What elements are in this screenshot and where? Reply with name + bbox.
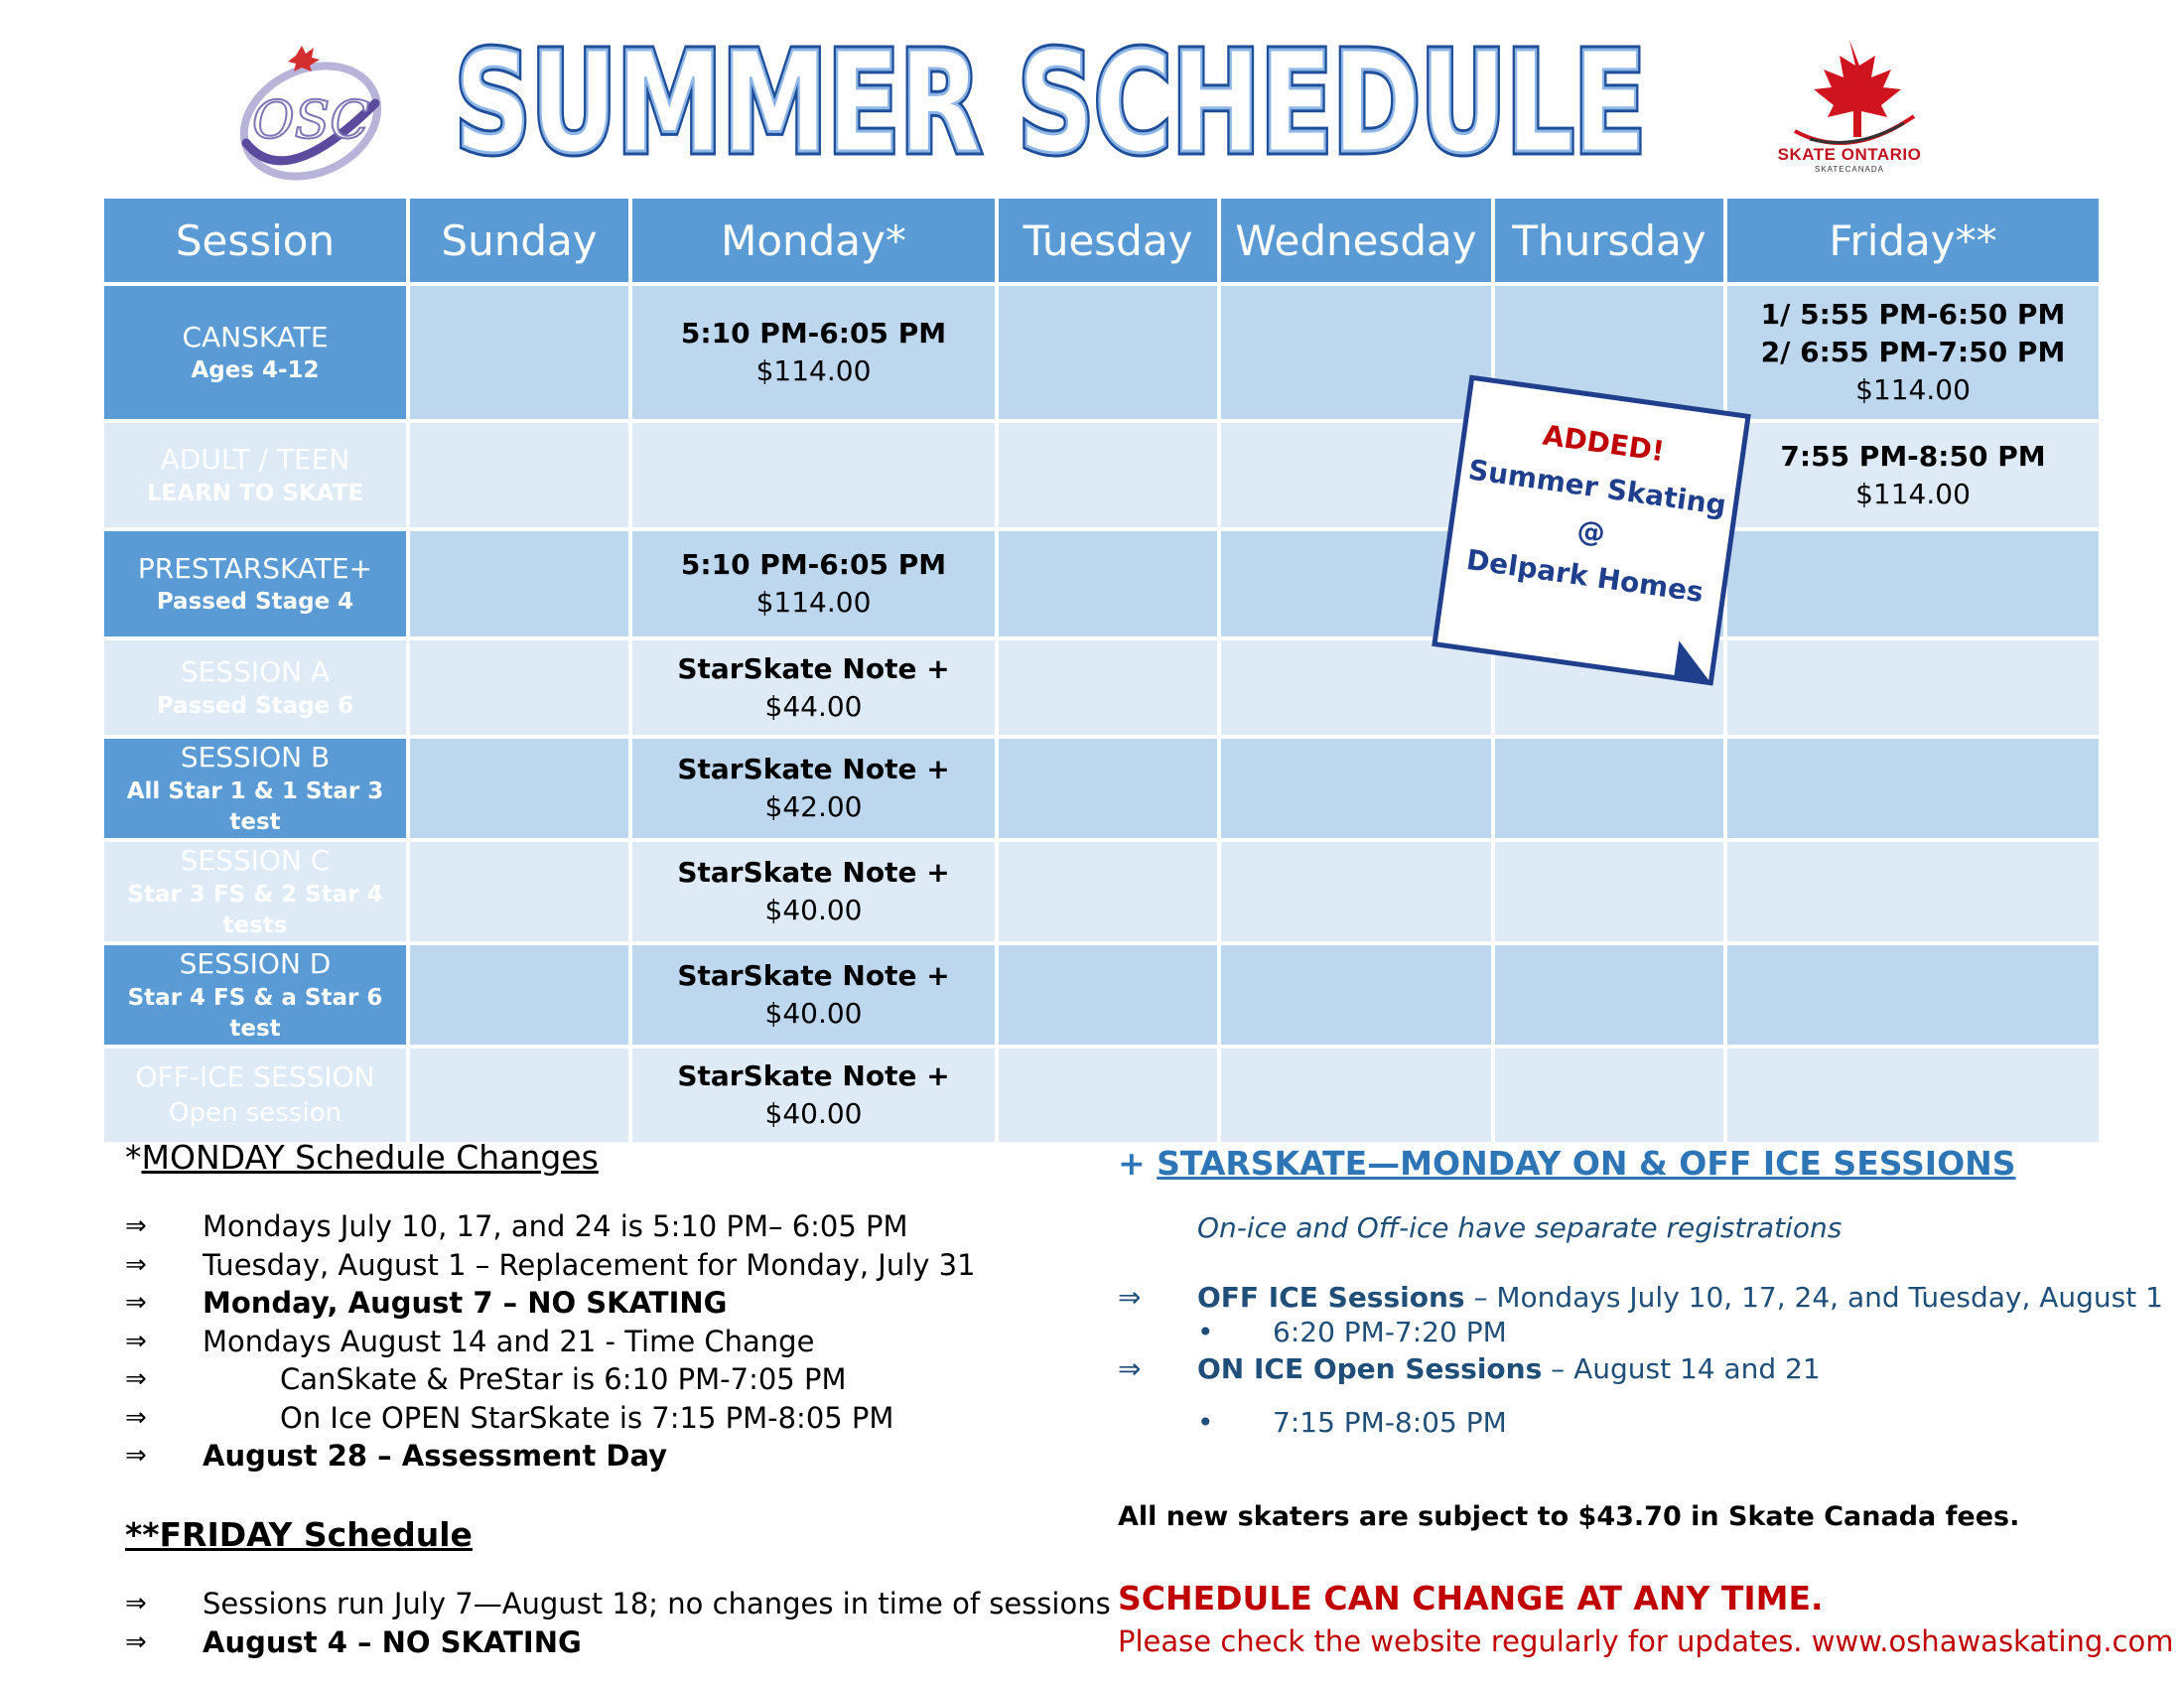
cell <box>1727 739 2099 838</box>
arrow-icon: ⇒ <box>125 1402 147 1433</box>
cell <box>1221 640 1491 735</box>
monday-changes-heading: *MONDAY Schedule Changes <box>125 1138 599 1177</box>
col-header-wednesday: Wednesday <box>1221 199 1491 282</box>
bullet-icon: • <box>1197 1406 1214 1439</box>
cell <box>1495 739 1723 838</box>
list-item: ⇒ Mondays August 14 and 21 - Time Change <box>125 1323 1019 1361</box>
arrow-icon: ⇒ <box>125 1326 147 1356</box>
cell <box>999 286 1217 419</box>
arrow-icon: ⇒ <box>125 1288 147 1318</box>
svg-text:SUMMER SCHEDULE: SUMMER SCHEDULE <box>455 30 1646 179</box>
cell-monday: StarSkate Note + $44.00 <box>632 640 995 735</box>
table-row <box>104 640 2099 735</box>
osc-logo <box>226 34 395 189</box>
session-cell: CANSKATE Ages 4-12 <box>104 286 406 419</box>
on-ice-row: ⇒ ON ICE Open Sessions – August 14 and 21 <box>1118 1352 1821 1385</box>
cell <box>1221 1049 1491 1142</box>
col-header-tuesday: Tuesday <box>999 199 1217 282</box>
cell <box>1221 842 1491 941</box>
col-header-thursday: Thursday <box>1495 199 1723 282</box>
osc-logo-text: OSC <box>251 91 370 151</box>
col-header-monday: Monday* <box>632 199 995 282</box>
note-line2: @ <box>1574 513 1607 550</box>
cell-monday: 5:10 PM-6:05 PM $114.00 <box>632 286 995 419</box>
cell <box>999 423 1217 527</box>
cell-friday: 1/ 5:55 PM-6:50 PM 2/ 6:55 PM-7:50 PM $114.00 <box>1727 286 2099 419</box>
website-note: Please check the website regularly for updates. www.oshawaskating.com <box>1118 1624 2174 1658</box>
list-item: ⇒ Monday, August 7 – NO SKATING <box>125 1284 1019 1323</box>
skate-canada-sub: SKATECANADA <box>1815 165 1884 174</box>
cell <box>999 1049 1217 1142</box>
list-item: ⇒ August 28 – Assessment Day <box>125 1437 1019 1476</box>
cell <box>410 842 628 941</box>
arrow-icon: ⇒ <box>125 1626 147 1657</box>
cell <box>999 640 1217 735</box>
starskate-registration-note: On-ice and Off-ice have separate registrations <box>1197 1211 1843 1244</box>
cell <box>1221 739 1491 838</box>
schedule-warning: SCHEDULE CAN CHANGE AT ANY TIME. <box>1118 1579 1824 1618</box>
cell-monday: 5:10 PM-6:05 PM $114.00 <box>632 531 995 636</box>
cell <box>410 286 628 419</box>
session-cell: SESSION A Passed Stage 6 <box>104 640 406 735</box>
table-row <box>104 286 2099 419</box>
cell <box>410 1049 628 1142</box>
cell-friday: 7:55 PM-8:50 PM $114.00 <box>1727 423 2099 527</box>
page-title <box>445 30 1656 179</box>
list-item: ⇒ Tuesday, August 1 – Replacement for Monday, July 31 <box>125 1246 1019 1285</box>
off-ice-row: ⇒ OFF ICE Sessions – Mondays July 10, 17, 24, and Tuesday, August 1 <box>1118 1281 2163 1314</box>
arrow-icon: ⇒ <box>125 1441 147 1471</box>
table-row <box>104 842 2099 941</box>
friday-schedule-list <box>125 1585 1111 1661</box>
session-cell: SESSION D Star 4 FS & a Star 6 test <box>104 945 406 1045</box>
col-header-sunday: Sunday <box>410 199 628 282</box>
bullet-icon: • <box>1197 1316 1214 1348</box>
col-header-session: Session <box>104 199 406 282</box>
off-ice-time-row: • 6:20 PM-7:20 PM <box>1197 1316 1507 1348</box>
session-cell: ADULT / TEEN LEARN TO SKATE <box>104 423 406 527</box>
cell <box>1727 842 2099 941</box>
arrow-icon: ⇒ <box>125 1589 147 1618</box>
arrow-icon: ⇒ <box>125 1211 147 1241</box>
session-cell: SESSION B All Star 1 & 1 Star 3 test <box>104 739 406 838</box>
table-row <box>104 1049 2099 1142</box>
svg-text:SUMMER SCHEDULE: SUMMER SCHEDULE <box>455 30 1646 179</box>
cell-monday <box>632 423 995 527</box>
friday-schedule-heading: **FRIDAY Schedule <box>125 1515 473 1554</box>
table-row <box>104 945 2099 1045</box>
list-item: ⇒ Mondays July 10, 17, and 24 is 5:10 PM– 6:05 PM <box>125 1207 1019 1246</box>
cell <box>1495 842 1723 941</box>
session-cell: OFF-ICE SESSION Open session <box>104 1049 406 1142</box>
cell <box>999 945 1217 1045</box>
note-line3: Delpark Homes <box>1464 542 1706 610</box>
skate-ontario-name: SKATE ONTARIO <box>1777 145 1922 164</box>
monday-changes-list <box>125 1207 1019 1476</box>
cell-monday: StarSkate Note + $40.00 <box>632 945 995 1045</box>
cell <box>1221 945 1491 1045</box>
list-item: ⇒ August 4 – NO SKATING <box>125 1623 1068 1662</box>
cell <box>999 842 1217 941</box>
col-header-friday: Friday** <box>1727 199 2099 282</box>
list-item: ⇒ On Ice OPEN StarSkate is 7:15 PM-8:05 PM <box>125 1399 1019 1438</box>
note-added: ADDED! <box>1540 418 1667 469</box>
arrow-icon: ⇒ <box>1118 1352 1142 1385</box>
session-cell: PRESTARSKATE+ Passed Stage 4 <box>104 531 406 636</box>
cell-monday: StarSkate Note + $40.00 <box>632 1049 995 1142</box>
cell <box>410 739 628 838</box>
schedule-table <box>100 195 2103 1146</box>
table-row <box>104 739 2099 838</box>
list-item: ⇒ CanSkate & PreStar is 6:10 PM-7:05 PM <box>125 1360 1019 1399</box>
cell-monday: StarSkate Note + $40.00 <box>632 842 995 941</box>
cell <box>1727 531 2099 636</box>
page-curl-icon <box>1674 640 1718 685</box>
cell <box>410 640 628 735</box>
cell <box>1727 945 2099 1045</box>
list-item: ⇒ Sessions run July 7—August 18; no changes in time of sessions <box>125 1585 1068 1623</box>
cell <box>999 531 1217 636</box>
arrow-icon: ⇒ <box>1118 1281 1142 1314</box>
cell <box>1221 286 1491 419</box>
on-ice-time-row: • 7:15 PM-8:05 PM <box>1197 1406 1507 1439</box>
starskate-heading: + STARSKATE—MONDAY ON & OFF ICE SESSIONS <box>1118 1144 2016 1183</box>
table-row <box>104 423 2099 527</box>
cell <box>410 531 628 636</box>
added-note <box>1432 374 1751 685</box>
table-row <box>104 531 2099 636</box>
table-header-row <box>104 199 2099 282</box>
cell <box>1727 1049 2099 1142</box>
note-line1: Summer Skating <box>1466 453 1728 522</box>
fees-note: All new skaters are subject to $43.70 in Skate Canada fees. <box>1118 1501 2020 1532</box>
cell <box>410 423 628 527</box>
cell-monday: StarSkate Note + $42.00 <box>632 739 995 838</box>
cell <box>1727 640 2099 735</box>
session-cell: SESSION C Star 3 FS & 2 Star 4 tests <box>104 842 406 941</box>
cell <box>1495 945 1723 1045</box>
cell <box>1495 1049 1723 1142</box>
cell <box>410 945 628 1045</box>
cell <box>999 739 1217 838</box>
arrow-icon: ⇒ <box>125 1249 147 1280</box>
arrow-icon: ⇒ <box>125 1364 147 1394</box>
